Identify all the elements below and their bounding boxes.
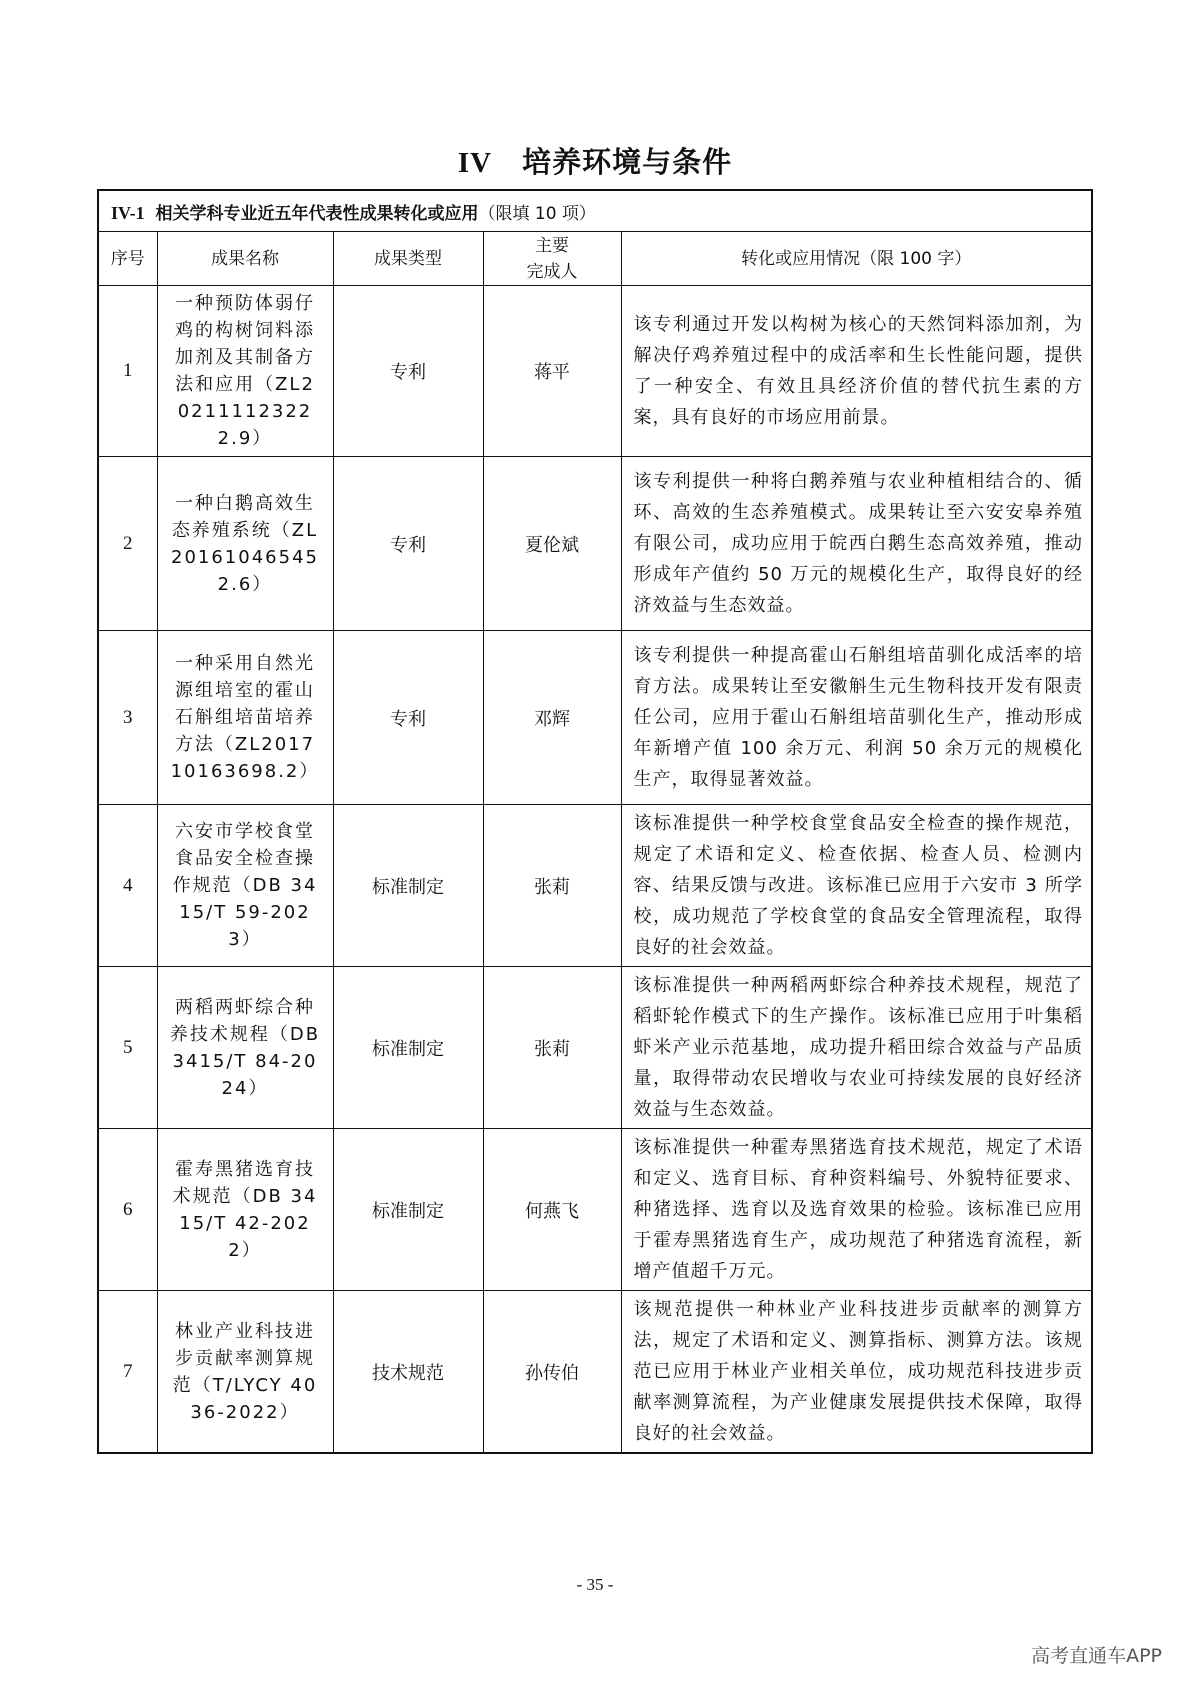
row-name: 林业产业科技进步贡献率测算规范（T/LYCY 4036-2022） [157,1291,333,1454]
row-no: 2 [98,457,157,631]
row-type: 标准制定 [333,967,483,1129]
row-no: 3 [98,631,157,805]
row-name: 一种预防体弱仔鸡的构树饲料添加剂及其制备方法和应用（ZL202111123222.9） [157,286,333,457]
column-header-person-line2: 完成人 [526,261,578,282]
row-type: 标准制定 [333,1129,483,1291]
column-header-no: 序号 [98,232,157,286]
row-desc: 该专利提供一种将白鹅养殖与农业种植相结合的、循环、高效的生态养殖模式。成果转让至六安安皋养殖有限公司，成功应用于皖西白鹅生态高效养殖，推动形成年产值约 50 万元的规模化生产，取得良好的经济效益与生态效益。 [621,457,1092,631]
section-roman: IV [457,147,493,179]
page-number: - 35 - [576,1575,614,1594]
row-no: 4 [98,805,157,967]
row-name: 两稻两虾综合种养技术规程（DB 3415/T 84-2024） [157,967,333,1129]
row-no: 5 [98,967,157,1129]
row-person: 孙传伯 [483,1291,621,1454]
column-header-desc: 转化或应用情况（限 100 字） [621,232,1092,286]
row-type: 专利 [333,286,483,457]
table-row [98,1291,1092,1454]
row-desc: 该专利提供一种提高霍山石斛组培苗驯化成活率的培育方法。成果转让至安徽斛生元生物科技开发有限责任公司，应用于霍山石斛组培苗驯化生产，推动形成年新增产值 100 余万元、利润 50 余万元的规模化生产，取得显著效益。 [621,631,1092,805]
table-row [98,967,1092,1129]
row-type: 标准制定 [333,805,483,967]
table-row [98,631,1092,805]
watermark: 高考直通车APP [1031,1645,1162,1667]
row-name: 六安市学校食堂食品安全检查操作规范（DB 3415/T 59-2023） [157,805,333,967]
row-desc: 该标准提供一种学校食堂食品安全检查的操作规范，规定了术语和定义、检查依据、检查人员、检测内容、结果反馈与改进。该标准已应用于六安市 3 所学校，成功规范了学校食堂的食品安全管理流程，取得良好的社会效益。 [621,805,1092,967]
row-desc: 该专利通过开发以构树为核心的天然饲料添加剂，为解决仔鸡养殖过程中的成活率和生长性能问题，提供了一种安全、有效且具经济价值的替代抗生素的方案，具有良好的市场应用前景。 [621,286,1092,457]
row-no: 1 [98,286,157,457]
row-type: 技术规范 [333,1291,483,1454]
row-type: 专利 [333,631,483,805]
row-name: 霍寿黑猪选育技术规范（DB 3415/T 42-2022） [157,1129,333,1291]
row-desc: 该规范提供一种林业产业科技进步贡献率的测算方法，规定了术语和定义、测算指标、测算方法。该规范已应用于林业产业相关单位，成功规范科技进步贡献率测算流程，为产业健康发展提供技术保障，取得良好的社会效益。 [621,1291,1092,1454]
achievements-table [97,189,1093,1454]
row-name: 一种白鹅高效生态养殖系统（ZL201610465452.6） [157,457,333,631]
row-desc: 该标准提供一种两稻两虾综合种养技术规程，规范了稻虾轮作模式下的生产操作。该标准已应用于叶集稻虾米产业示范基地，成功提升稻田综合效益与产品质量，取得带动农民增收与农业可持续发展的良好经济效益与生态效益。 [621,967,1092,1129]
section-title: 培养环境与条件 [522,145,733,179]
row-desc: 该标准提供一种霍寿黑猪选育技术规范，规定了术语和定义、选育目标、育种资料编号、外貌特征要求、种猪选择、选育以及选育效果的检验。该标准已应用于霍寿黑猪选育生产，成功规范了种猪选育流程，新增产值超千万元。 [621,1129,1092,1291]
row-no: 7 [98,1291,157,1454]
row-person: 邓辉 [483,631,621,805]
column-header-person-line1: 主要 [535,235,569,256]
table-code: IV-1 [111,202,145,223]
column-header-person [483,232,621,286]
table-heading: 相关学科专业近五年代表性成果转化或应用 [155,203,479,224]
row-name: 一种采用自然光源组培室的霍山石斛组培苗培养方法（ZL201710163698.2） [157,631,333,805]
column-header-row [98,232,1092,286]
page-title [0,140,1190,181]
table-section-header [98,190,1092,232]
row-person: 夏伦斌 [483,457,621,631]
table-row [98,1129,1092,1291]
table-row [98,286,1092,457]
table-row [98,805,1092,967]
column-header-type: 成果类型 [333,232,483,286]
column-header-name: 成果名称 [157,232,333,286]
table-row [98,457,1092,631]
row-person: 蒋平 [483,286,621,457]
row-person: 张莉 [483,805,621,967]
row-person: 张莉 [483,967,621,1129]
row-no: 6 [98,1129,157,1291]
row-person: 何燕飞 [483,1129,621,1291]
table-note: （限填 10 项） [478,203,596,224]
row-type: 专利 [333,457,483,631]
